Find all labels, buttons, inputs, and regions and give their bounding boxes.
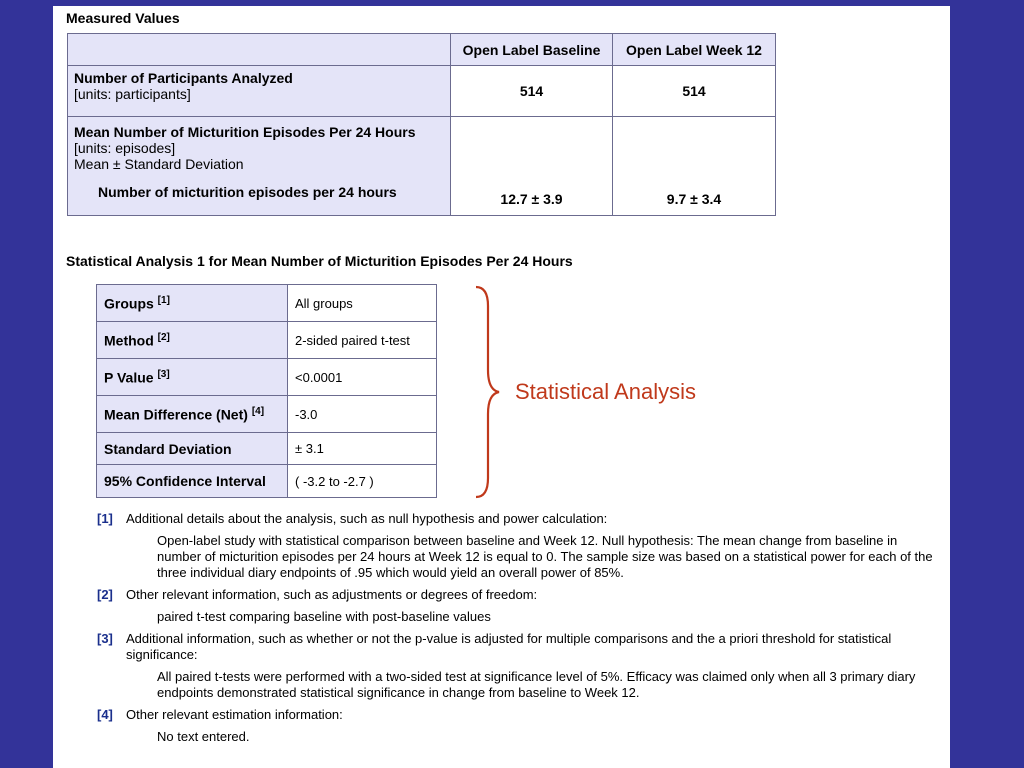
table-row xyxy=(68,66,776,117)
row-label xyxy=(68,66,451,117)
table-row xyxy=(97,433,437,465)
participants-baseline: 514 xyxy=(451,66,613,117)
confidence-interval-value: ( -3.2 to -2.7 ) xyxy=(288,465,437,498)
measured-values-title: Measured Values xyxy=(66,10,180,26)
footnote-description: Additional information, such as whether or not the p-value is adjusted for multiple comparisons and the a priori threshold for statistical significance: xyxy=(126,631,892,662)
footnote-number: [2] xyxy=(97,587,113,602)
footnote-number: [3] xyxy=(97,631,113,646)
standard-deviation-label: Standard Deviation xyxy=(97,433,288,465)
table-row xyxy=(97,396,437,433)
mean-difference-value: -3.0 xyxy=(288,396,437,433)
footnote-description: Other relevant estimation information: xyxy=(126,707,343,722)
column-header: Open Label Baseline xyxy=(451,34,613,66)
footnote-detail: Open-label study with statistical comparison between baseline and Week 12. Null hypothesis: The mean change from baseline in number of micturition episodes per 24 hours at Week 12 is equal to 0. The sample size was based on a statistical power for each of the three individual diary endpoints of .95 which would yield an overall power of 85%. xyxy=(157,533,933,580)
footnote-description: Other relevant information, such as adjustments or degrees of freedom: xyxy=(126,587,538,602)
statistical-analysis-annotation: Statistical Analysis xyxy=(515,379,696,404)
footnote-2 xyxy=(97,587,942,625)
table-row xyxy=(97,359,437,396)
footnote-detail: No text entered. xyxy=(157,729,250,744)
footnote-3 xyxy=(97,631,942,701)
method-value: 2-sided paired t-test xyxy=(288,322,437,359)
statistical-analysis-title: Statistical Analysis 1 for Mean Number of Micturition Episodes Per 24 Hours xyxy=(66,253,573,269)
footnote-number: [4] xyxy=(97,707,113,722)
footnote-4 xyxy=(97,707,942,745)
table-header-row xyxy=(68,34,776,66)
row-label xyxy=(97,322,288,359)
measure-sub-label: Number of micturition episodes per 24 hours xyxy=(98,184,397,200)
row-label xyxy=(97,285,288,322)
footnote-ref-3[interactable]: [3] xyxy=(157,368,170,380)
measure-label: Mean Number of Micturition Episodes Per 24 Hours xyxy=(74,124,416,140)
footnote-detail: paired t-test comparing baseline with post-baseline values xyxy=(157,609,491,624)
table-row xyxy=(97,322,437,359)
standard-deviation-value: ± 3.1 xyxy=(288,433,437,465)
participants-units: [units: participants] xyxy=(74,86,191,102)
measure-units: [units: episodes] xyxy=(74,140,176,156)
footnote-1 xyxy=(97,511,942,581)
header-empty-cell xyxy=(68,34,451,66)
measure-label-cell xyxy=(68,117,451,216)
groups-value: All groups xyxy=(288,285,437,322)
row-label xyxy=(97,359,288,396)
measured-values-table xyxy=(67,33,776,216)
footnote-ref-2[interactable]: [2] xyxy=(157,331,170,343)
confidence-interval-label: 95% Confidence Interval xyxy=(97,465,288,498)
footnote-detail: All paired t-tests were performed with a two-sided test at significance level of 5%. Efficacy was claimed only when all 3 primary diary endpoints demonstrated statistical significance in change from baseline to Week 12. xyxy=(157,669,916,700)
statistical-analysis-table xyxy=(96,284,437,498)
row-label xyxy=(97,396,288,433)
p-value-value: <0.0001 xyxy=(288,359,437,396)
measure-stat: Mean ± Standard Deviation xyxy=(74,156,244,172)
footnote-ref-1[interactable]: [1] xyxy=(157,294,170,306)
footnote-ref-4[interactable]: [4] xyxy=(251,405,265,417)
document-page xyxy=(53,6,950,768)
p-value-label: P Value xyxy=(104,369,154,386)
mean-difference-label: Mean Difference (Net) xyxy=(104,406,248,423)
measure-baseline: 12.7 ± 3.9 xyxy=(451,117,613,216)
footnote-number: [1] xyxy=(97,511,113,526)
method-label: Method xyxy=(104,332,154,349)
curly-brace-icon xyxy=(470,284,500,500)
table-row xyxy=(97,465,437,498)
table-row xyxy=(97,285,437,322)
participants-week12: 514 xyxy=(613,66,776,117)
footnotes xyxy=(97,511,942,751)
column-header: Open Label Week 12 xyxy=(613,34,776,66)
measure-week12: 9.7 ± 3.4 xyxy=(613,117,776,216)
footnote-description: Additional details about the analysis, such as null hypothesis and power calculation: xyxy=(126,511,608,526)
table-row xyxy=(68,117,776,216)
participants-label: Number of Participants Analyzed xyxy=(74,70,293,86)
groups-label: Groups xyxy=(104,295,154,312)
